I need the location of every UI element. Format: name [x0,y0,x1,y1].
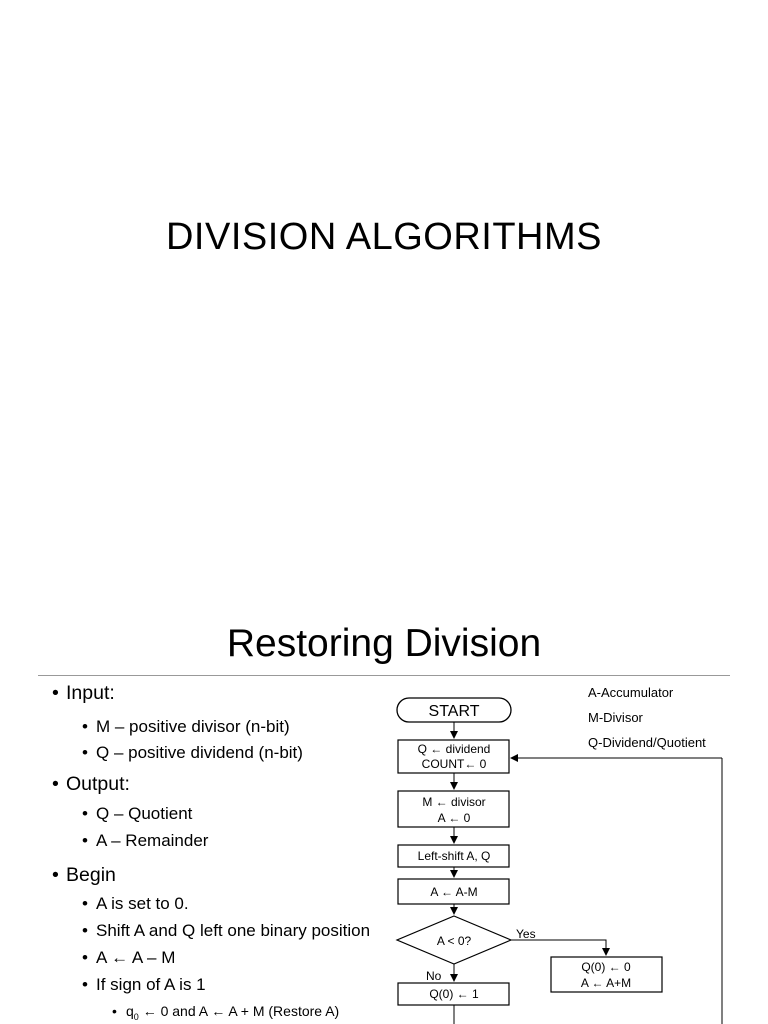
bullet-begin: • Begin [52,864,116,886]
flow-subtract-label: A ← A-M [430,885,478,899]
bullet-step-2: • Shift A and Q left one binary position [82,921,371,940]
flow-restore-line-2: A ← A+M [580,976,632,990]
bullet-step-5: • $q_0$ ← 0 and A ← A + M (Restore A) [112,1003,340,1022]
bullet-step-3: • A ← A – M [82,948,176,967]
slide-title-division-algorithms: DIVISION ALGORITHMS [165,216,603,258]
slide-title-restoring-division: Restoring Division [226,622,542,665]
flow-restore-line-1: Q(0) ← 0 [581,960,631,974]
legend-accumulator: A-Accumulator [588,685,674,700]
flow-decision-label: A < 0? [436,934,472,948]
flow-start-label: START [428,703,480,720]
bullet-step-4: • If sign of A is 1 [82,975,206,994]
flow-set-q-label: Q(0) ← 1 [429,987,479,1001]
flow-divisor-line-1: M ← divisor [422,795,486,809]
bullet-output-q: • Q – Quotient [82,804,193,823]
flow-init-line-2: COUNT← 0 [421,757,487,771]
flow-divisor-line-2: A ← 0 [437,811,471,825]
bullet-step-1: • A is set to 0. [82,894,189,913]
flow-shift-label: Left-shift A, Q [417,849,491,863]
bullet-input-q: • Q – positive dividend (n-bit) [82,743,303,762]
bullet-input-m: • M – positive divisor (n-bit) [82,717,290,736]
flow-init-line-1: Q ← dividend [417,742,491,756]
legend-divisor: M-Divisor [588,710,643,725]
bullet-output: • Output: [52,773,130,795]
flow-yes-label: Yes [516,927,536,941]
bullet-output-a: • A – Remainder [82,831,209,850]
bullet-input: • Input: [52,682,115,704]
legend-dividend-quotient: Q-Dividend/Quotient [588,735,706,750]
flow-no-label: No [426,969,442,983]
